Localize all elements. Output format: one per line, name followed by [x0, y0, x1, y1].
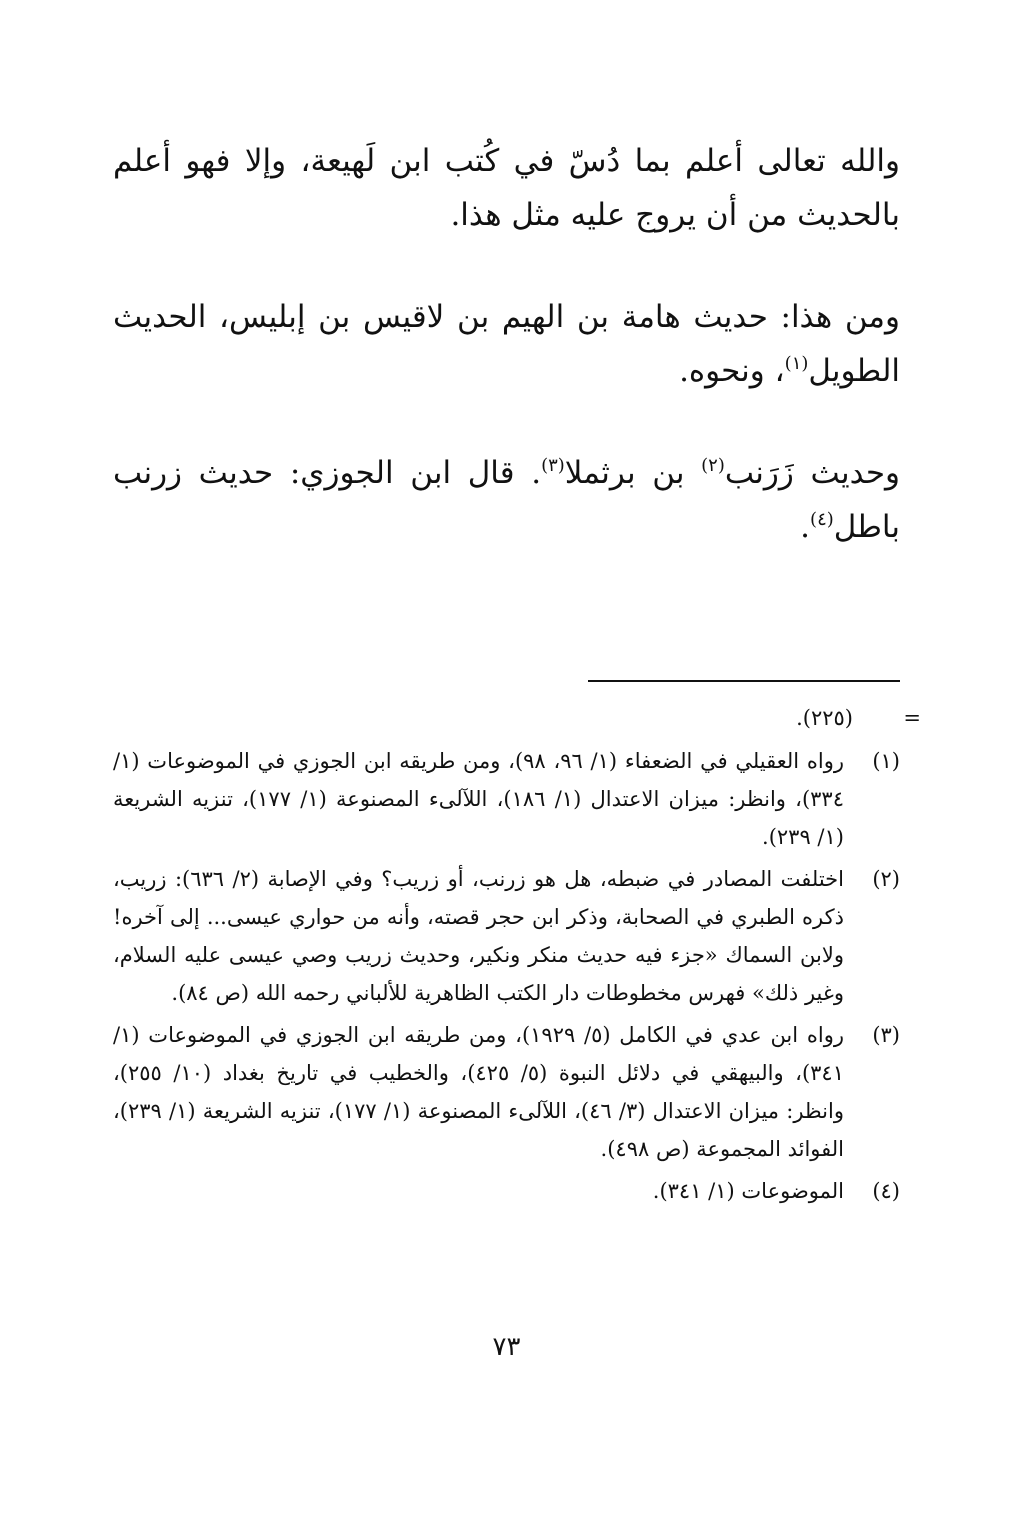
- footnote-ref-2[interactable]: (٢): [701, 455, 725, 476]
- footnotes: [113, 742, 900, 1210]
- paragraph-2-text: ومن هذا: حديث هامة بن الهيم بن لاقيس بن إبليس، الحديث الطويل: [113, 299, 900, 389]
- footnote-3: [113, 1016, 900, 1168]
- paragraph-3-tail: .: [800, 509, 811, 545]
- footnote-number: (١): [872, 749, 900, 773]
- footnote-text: رواه العقيلي في الضعفاء (١/ ٩٦، ٩٨)، ومن طريقه ابن الجوزي في الموضوعات (١/ ٣٣٤)، وانظر: ميزان الاعتدال (١/ ١٨٦)، اللآلىء المصنوعة (١/ ١٧٧)، تنزيه الشريعة (١/ ٢٣٩).: [113, 749, 844, 849]
- footnote-ref-3[interactable]: (٣): [541, 455, 565, 476]
- footnote-2: [113, 860, 900, 1012]
- footnote-number: (٣): [872, 1023, 900, 1047]
- paragraph-3-mid: بن برثملا: [564, 455, 702, 491]
- footnote-ref-4[interactable]: (٤): [810, 509, 834, 530]
- footnote-separator: [588, 680, 900, 682]
- paragraph-2-tail: ، ونحوه.: [679, 353, 785, 389]
- paragraph-2: [113, 290, 900, 398]
- paragraph-3-mid2: . قال ابن الجوزي: حديث زرنب باطل: [113, 455, 900, 545]
- continuation-text: (٢٢٥).: [796, 706, 853, 730]
- footnote-text: رواه ابن عدي في الكامل (٥/ ١٩٢٩)، ومن طريقه ابن الجوزي في الموضوعات (١/ ٣٤١)، والبيهقي في دلائل النبوة (٥/ ٤٢٥)، والخطيب في تاريخ بغداد (١٠/ ٢٥٥)، وانظر: ميزان الاعتدال (٣/ ٤٦)، اللآلىء المصنوعة (١/ ١٧٧)، تنزيه الشريعة (١/ ٢٣٩)، الفوائد المجموعة (ص ٤٩٨).: [113, 1023, 844, 1161]
- footnote-text: اختلفت المصادر في ضبطه، هل هو زرنب، أو زريب؟ وفي الإصابة (٢/ ٦٣٦): زريب، ذكره الطبري في الصحابة، وذكر ابن حجر قصته، وأنه من حواري عيسى... إلى آخره! ولابن السماك «جزء فيه حديث منكر ونكير، وحديث زريب وصي عيسى عليه السلام، وغير ذلك» فهرس مخطوطات دار الكتب الظاهرية للألباني رحمه الله (ص ٨٤).: [113, 867, 844, 1005]
- footnote-number: (٢): [872, 867, 900, 891]
- footnote-1: [113, 742, 900, 856]
- paragraph-1: [113, 134, 900, 242]
- footnote-4: [113, 1172, 900, 1210]
- paragraph-1-text: والله تعالى أعلم بما دُسّ في كُتب ابن لَهيعة، وإلا فهو أعلم بالحديث من أن يروج عليه مثل هذا.: [113, 143, 900, 233]
- page-number: ٧٣: [492, 1332, 521, 1362]
- paragraph-3: [113, 446, 900, 554]
- paragraph-3-text: وحديث زَرَنب: [724, 455, 900, 491]
- footnote-ref-1[interactable]: (١): [784, 353, 809, 374]
- footnote-number: (٤): [872, 1179, 900, 1203]
- footnote-text: الموضوعات (١/ ٣٤١).: [652, 1179, 844, 1203]
- continuation-marker: =: [903, 706, 921, 730]
